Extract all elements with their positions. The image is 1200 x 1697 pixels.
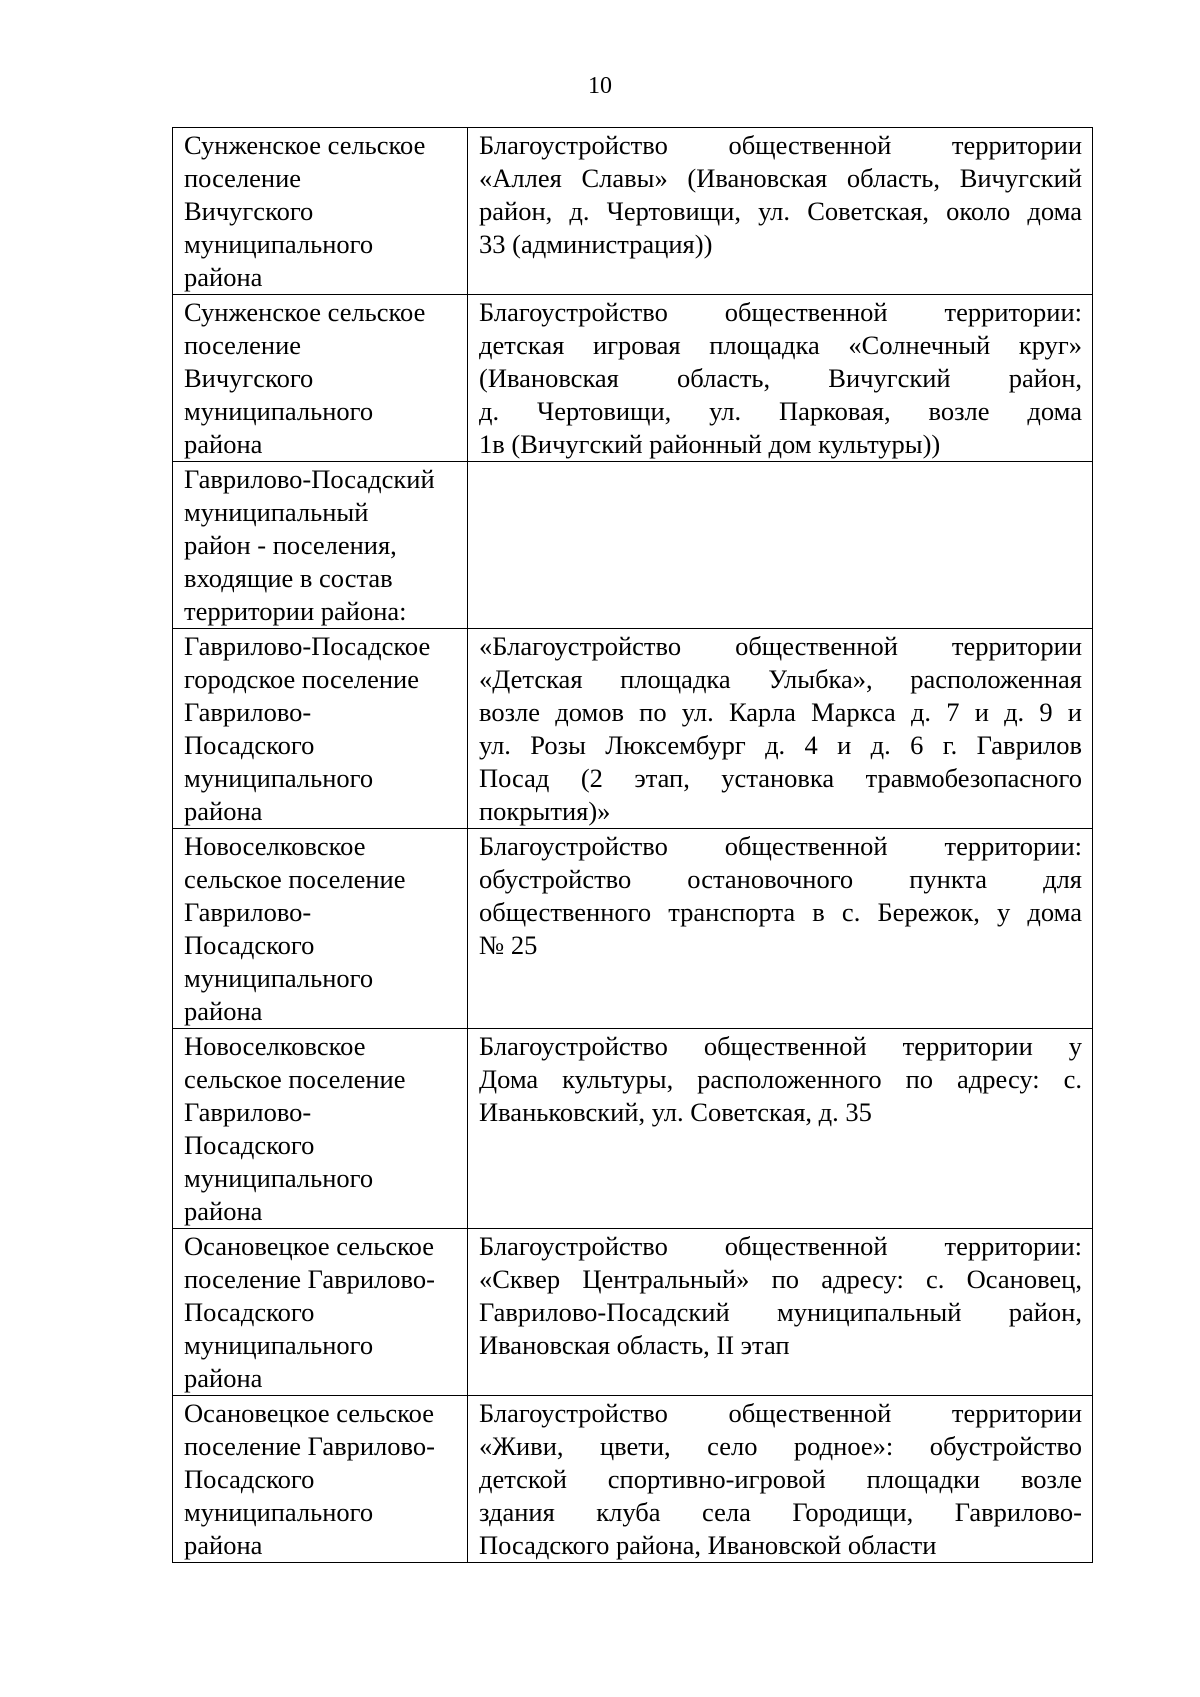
municipality-cell: [173, 295, 468, 462]
description-line: «Благоустройство общественной территории: [479, 631, 1082, 661]
description-line: здания клуба села Городищи, Гаврилово-: [479, 1497, 1082, 1527]
municipality-line: района: [184, 262, 263, 292]
description-line: Благоустройство общественной территории: [479, 130, 1082, 160]
table-row: [173, 462, 1093, 629]
municipality-line: района: [184, 429, 263, 459]
table-body: [173, 128, 1093, 1563]
municipality-line: поселение Гаврилово-: [184, 1264, 435, 1294]
description-line: Благоустройство общественной территории:: [479, 1231, 1082, 1261]
projects-table: [172, 127, 1093, 1563]
municipality-line: района: [184, 1530, 263, 1560]
description-cell: [468, 462, 1093, 629]
table-row: [173, 1029, 1093, 1229]
municipality-line: входящие в состав: [184, 563, 393, 593]
description-line: «Аллея Славы» (Ивановская область, Вичугский: [479, 163, 1082, 193]
description-line: Благоустройство общественной территории:: [479, 297, 1082, 327]
description-line: 33 (администрация)): [479, 229, 713, 259]
municipality-line: района: [184, 1363, 263, 1393]
municipality-cell: [173, 629, 468, 829]
municipality-line: Вичугского: [184, 363, 314, 393]
municipality-line: района: [184, 1196, 263, 1226]
description-line: покрытия)»: [479, 796, 611, 826]
municipality-line: Вичугского: [184, 196, 314, 226]
table-row: [173, 829, 1093, 1029]
municipality-line: поселение: [184, 330, 302, 360]
municipality-line: Осановецкое сельское: [184, 1398, 434, 1428]
description-line: район, д. Чертовищи, ул. Советская, около дома: [479, 196, 1082, 226]
municipality-line: поселение Гаврилово-: [184, 1431, 435, 1461]
description-line: № 25: [479, 930, 538, 960]
municipality-line: муниципального: [184, 963, 374, 993]
description-cell: [468, 128, 1093, 295]
municipality-line: Посадского: [184, 1464, 315, 1494]
municipality-line: Посадского: [184, 1130, 315, 1160]
description-cell: [468, 295, 1093, 462]
municipality-line: городское поселение: [184, 664, 419, 694]
table-row: [173, 629, 1093, 829]
description-line: Посадского района, Ивановской области: [479, 1530, 937, 1560]
description-line: «Детская площадка Улыбка», расположенная: [479, 664, 1082, 694]
description-line: возле домов по ул. Карла Маркса д. 7 и д. 9 и: [479, 697, 1082, 727]
municipality-line: Гаврилово-Посадское: [184, 631, 431, 661]
municipality-line: муниципальный: [184, 497, 369, 527]
municipality-line: Гаврилово-: [184, 697, 312, 727]
municipality-line: Гаврилово-: [184, 897, 312, 927]
municipality-line: сельское поселение: [184, 1064, 406, 1094]
municipality-line: Сунженское сельское: [184, 130, 426, 160]
description-line: Дома культуры, расположенного по адресу: с.: [479, 1064, 1082, 1094]
municipality-cell: [173, 462, 468, 629]
description-line: 1в (Вичугский районный дом культуры)): [479, 429, 941, 459]
description-line: ул. Розы Люксембург д. 4 и д. 6 г. Гаврилов: [479, 730, 1082, 760]
municipality-line: Сунженское сельское: [184, 297, 426, 327]
municipality-line: муниципального: [184, 229, 374, 259]
description-line: д. Чертовищи, ул. Парковая, возле дома: [479, 396, 1082, 426]
municipality-line: Посадского: [184, 730, 315, 760]
table-row: [173, 128, 1093, 295]
municipality-cell: [173, 128, 468, 295]
table-row: [173, 1229, 1093, 1396]
municipality-line: муниципального: [184, 396, 374, 426]
description-line: обустройство остановочного пункта для: [479, 864, 1082, 894]
table-row: [173, 295, 1093, 462]
description-line: (Ивановская область, Вичугский район,: [479, 363, 1082, 393]
municipality-line: поселение: [184, 163, 302, 193]
description-line: Гаврилово-Посадский муниципальный район,: [479, 1297, 1082, 1327]
municipality-line: сельское поселение: [184, 864, 406, 894]
municipality-line: муниципального: [184, 763, 374, 793]
description-line: Иваньковский, ул. Советская, д. 35: [479, 1097, 872, 1127]
municipality-line: Гаврилово-: [184, 1097, 312, 1127]
description-line: Посад (2 этап, установка травмобезопасного: [479, 763, 1082, 793]
municipality-cell: [173, 1229, 468, 1396]
municipality-line: района: [184, 996, 263, 1026]
municipality-line: муниципального: [184, 1330, 374, 1360]
municipality-line: района: [184, 796, 263, 826]
municipality-line: Новоселковское: [184, 831, 366, 861]
description-line: Благоустройство общественной территории у: [479, 1031, 1082, 1061]
municipality-line: муниципального: [184, 1163, 374, 1193]
description-line: «Живи, цвети, село родное»: обустройство: [479, 1431, 1082, 1461]
municipality-line: Гаврилово-Посадский: [184, 464, 435, 494]
municipality-line: Осановецкое сельское: [184, 1231, 434, 1261]
description-cell: [468, 1396, 1093, 1563]
description-line: Благоустройство общественной территории:: [479, 831, 1082, 861]
municipality-line: муниципального: [184, 1497, 374, 1527]
description-line: «Сквер Центральный» по адресу: с. Осановец,: [479, 1264, 1082, 1294]
municipality-line: Посадского: [184, 1297, 315, 1327]
description-line: Благоустройство общественной территории: [479, 1398, 1082, 1428]
description-cell: [468, 629, 1093, 829]
description-line: общественного транспорта в с. Бережок, у дома: [479, 897, 1082, 927]
municipality-cell: [173, 829, 468, 1029]
municipality-line: Посадского: [184, 930, 315, 960]
description-cell: [468, 829, 1093, 1029]
table-row: [173, 1396, 1093, 1563]
municipality-cell: [173, 1396, 468, 1563]
municipality-line: Новоселковское: [184, 1031, 366, 1061]
description-cell: [468, 1229, 1093, 1396]
page-number: 10: [588, 73, 612, 99]
description-line: Ивановская область, II этап: [479, 1330, 790, 1360]
description-line: детская игровая площадка «Солнечный круг»: [479, 330, 1082, 360]
municipality-cell: [173, 1029, 468, 1229]
municipality-line: территории района:: [184, 596, 407, 626]
municipality-line: район - поселения,: [184, 530, 397, 560]
description-line: детской спортивно-игровой площадки возле: [479, 1464, 1082, 1494]
description-cell: [468, 1029, 1093, 1229]
